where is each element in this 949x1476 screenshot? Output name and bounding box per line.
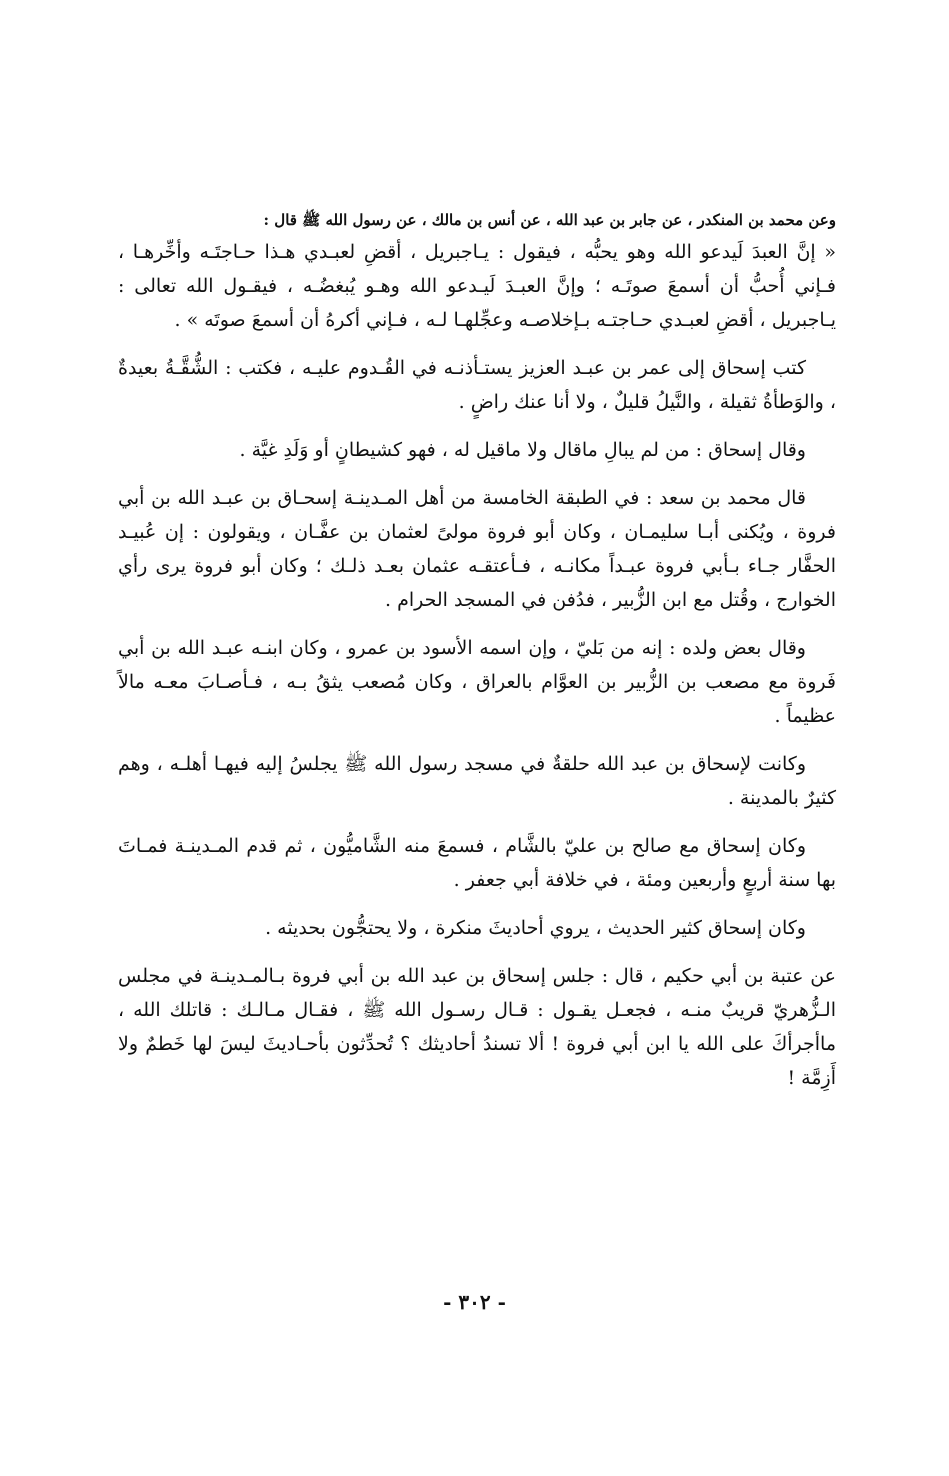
paragraph-hadith-status: وكان إسحاق كثير الحديث ، يروي أحاديثَ منكرة ، ولا يحتجُّون بحديثه . bbox=[265, 917, 806, 939]
paragraph-malik-rebuke: عن عتبة بن أبي حكيم ، قال : جلس إسحاق بن عبد الله بن أبي فروة بـالمـدينـة في مجلس الـزُّهريّ قريبٌ منـه ، فجعـل يقـول : قـال رسـول الله ﷺ ، فقـال مـالـك : قاتلك الله ، ماأجرأكَ على الله يا ابن أبي فروة ! ألا تسندُ أحاديثك ؟ تُحدِّثون بأحـاديثَ ليسَ لها خَطمٌ ولا أَزِمَّة ! bbox=[118, 965, 836, 1089]
isnad-intro: وعن محمد بن المنكدر ، عن جابر بن عبد الله ، عن أنس بن مالك ، عن رسول الله ﷺ قال : bbox=[263, 211, 836, 229]
main-text bbox=[118, 205, 836, 1095]
paragraph-death: وكان إسحاق مع صالح بن عليّ بالشَّام ، فسمعَ منه الشَّاميُّون ، ثم قدم المـدينـة فمـاتَ بها سنة أربعٍ وأربعين ومئة ، في خلافة أبي جعفر . bbox=[118, 835, 836, 891]
page-number: - ٣٠٢ - bbox=[443, 1290, 506, 1314]
paragraph-ishaq-saying: وقال إسحاق : من لم يبالِ ماقال ولا ماقيل له ، فهو كشيطانٍ أو وَلَدِ غيَّة . bbox=[239, 439, 806, 461]
paragraph-halaqa: وكانت لإسحاق بن عبد الله حلقةٌ في مسجد رسول الله ﷺ يجلسُ إليه فيهـا أهلـه ، وهم كثيرٌ بالمدينة . bbox=[118, 753, 836, 809]
paragraph-lineage: وقال بعض ولده : إنه من بَليّ ، وإن اسمه الأسود بن عمرو ، وكان ابنـه عبـد الله بن أبي فَروة مع مصعب بن الزُّبير بن العوَّام بالعراق ، وكان مُصعب يثقُ بـه ، فـأصـابَ معـه مالاً عظيماً . bbox=[118, 637, 836, 727]
hadith-text: « إنَّ العبدَ لَيدعو الله وهو يحبُّه ، فيقول : يـاجبريل ، أقضِ لعبـدي هـذا حـاجتَـه وأخِّرهـا ، فـإني أُحبُّ أن أسمعَ صوتَـه ؛ وإنَّ العبـدَ لَيـدعو الله وهـو يُبغضُـه ، فيقـول الله تعالى : يـاجبريل ، أقضِ لعبـدي حـاجتـه بـإخلاصـه وعجِّلهـا لـه ، فـإني أكرهُ أن أسمعَ صوتَه » . bbox=[118, 241, 836, 331]
paragraph-ibn-saad: قال محمد بن سعد : في الطبقة الخامسة من أهل المـدينـة إسحـاق بن عبـد الله بن أبي فروة ، ويُكنى أبـا سليمـان ، وكان أبو فروة مولىً لعثمان بن عفَّـان ، ويقولون : إن عُبيـد الحفَّار جـاء بـأبي فروة عبـداً مكانـه ، فـأعتقـه عثمان بعـد ذلـك ؛ وكان أبو فروة يرى رأي الخوارج ، وقُتل مع ابن الزُّبير ، فدُفن في المسجد الحرام . bbox=[118, 487, 836, 611]
paragraph-letter-to-umar: كتب إسحاق إلى عمر بن عبـد العزيز يستـأذنـه في القُـدوم عليـه ، فكتب : الشُّقَّـةُ بعيدةٌ ، والوَطأةُ ثقيلة ، والنَّيلُ قليلٌ ، ولا أنا عنك راضٍ . bbox=[118, 357, 836, 413]
